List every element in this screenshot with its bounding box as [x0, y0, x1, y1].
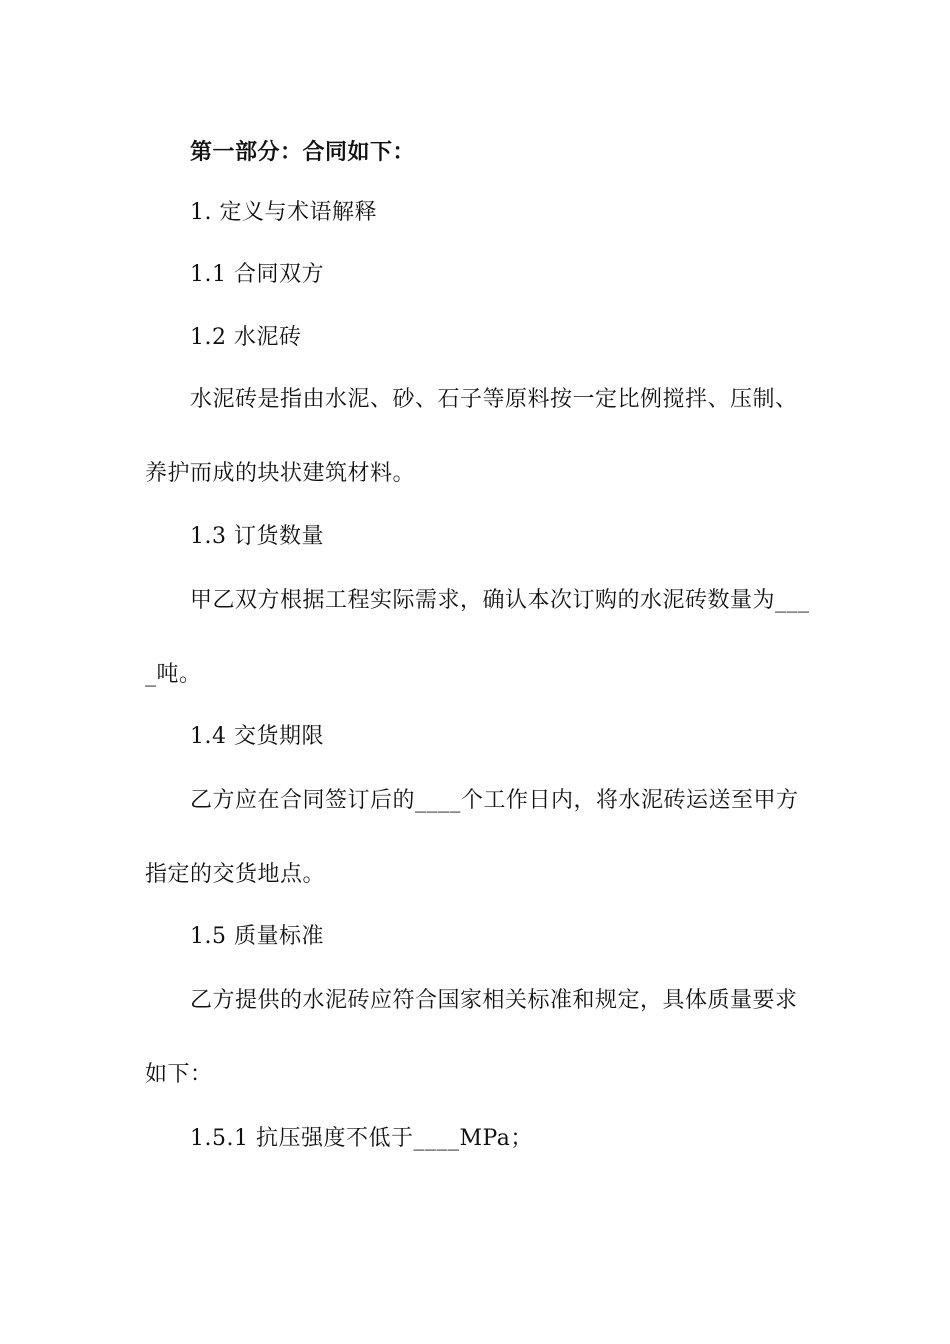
clause-1-3-body-line-1: 甲乙双方根据工程实际需求，确认本次订购的水泥砖数量为___	[190, 588, 810, 613]
clause-1-4-body-line-2: 指定的交货地点。	[145, 862, 326, 887]
clause-1-2-body-line-2: 养护而成的块状建筑材料。	[145, 461, 416, 486]
clause-1-3-heading: 1.3 订货数量	[190, 524, 324, 549]
clause-1-5-body-line-1: 乙方提供的水泥砖应符合国家相关标准和规定，具体质量要求	[190, 988, 798, 1013]
clause-1-3-body-line-2: _吨。	[145, 662, 202, 687]
clause-1-4-body-line-1: 乙方应在合同签订后的____个工作日内，将水泥砖运送至甲方	[190, 788, 799, 813]
clause-1-5-1-item: 1.5.1 抗压强度不低于____MPa；	[190, 1126, 533, 1151]
clause-1-heading: 1. 定义与术语解释	[190, 200, 377, 225]
clause-1-1-heading: 1.1 合同双方	[190, 262, 324, 287]
section-title: 第一部分：合同如下：	[190, 140, 416, 165]
clause-1-5-body-line-2: 如下：	[145, 1062, 213, 1087]
clause-1-4-heading: 1.4 交货期限	[190, 724, 324, 749]
clause-1-2-body-line-1: 水泥砖是指由水泥、砂、石子等原料按一定比例搅拌、压制、	[190, 387, 798, 412]
clause-1-5-heading: 1.5 质量标准	[190, 924, 324, 949]
clause-1-2-heading: 1.2 水泥砖	[190, 325, 302, 350]
